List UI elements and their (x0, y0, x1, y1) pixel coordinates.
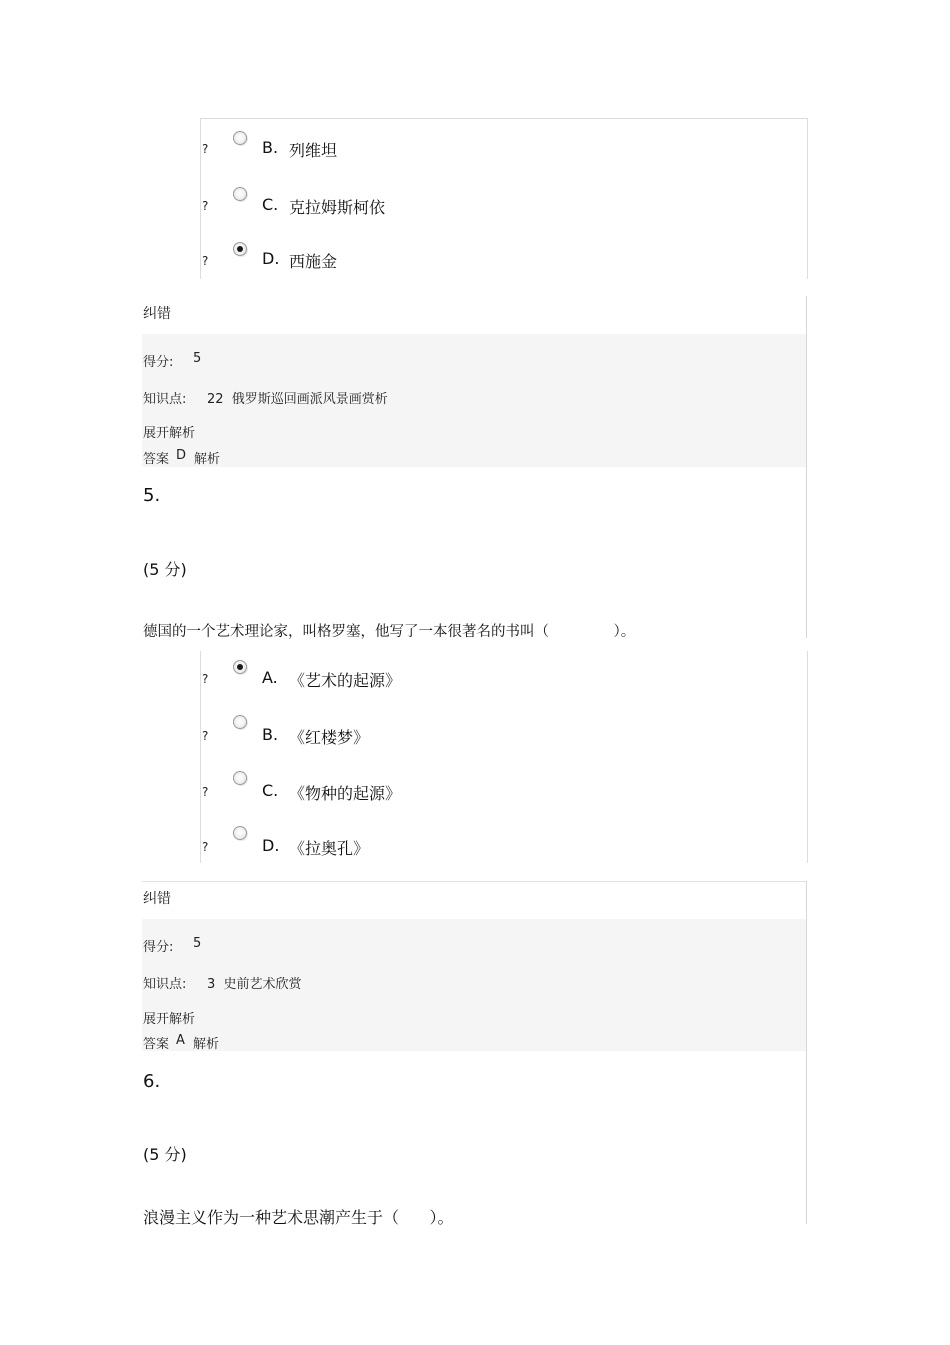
radio-button[interactable] (233, 826, 247, 840)
analysis-label: 解析 (193, 1037, 220, 1052)
option-row-d[interactable] (202, 240, 762, 276)
option-row-b[interactable] (202, 715, 762, 751)
answer-value: D (176, 448, 187, 463)
question-number: 5. (143, 485, 161, 506)
radio-button[interactable] (233, 187, 247, 201)
analysis-label: 解析 (194, 452, 221, 467)
option-row-d[interactable] (202, 826, 762, 862)
question-number: 6. (143, 1071, 161, 1092)
radio-button-selected[interactable] (233, 660, 247, 674)
correction-link[interactable]: 纠错 (143, 891, 171, 907)
option-text: 西施金 (289, 252, 338, 271)
knowledge-value: 3 史前艺术欣赏 (207, 977, 302, 992)
option-marker: ? (202, 840, 209, 854)
panel-border-right (806, 296, 807, 638)
option-row-b[interactable] (202, 128, 762, 164)
option-letter: D. (262, 249, 280, 268)
radio-selected-dot (237, 664, 243, 670)
question-stem: 德国的一个艺术理论家，叫格罗塞，他写了一本很著名的书叫（ ）。 (143, 624, 636, 640)
option-text: 克拉姆斯柯依 (289, 198, 386, 217)
option-marker: ? (202, 729, 209, 743)
option-letter: C. (262, 195, 279, 214)
answer-label: 答案 (143, 1037, 170, 1052)
option-row-a[interactable] (202, 658, 762, 694)
answer-label: 答案 (143, 452, 170, 467)
panel-border-right (806, 881, 807, 1224)
answer-value: A (176, 1033, 185, 1048)
option-letter: D. (262, 836, 280, 855)
option-letter: C. (262, 781, 279, 800)
score-value: 5 (193, 351, 202, 366)
knowledge-label: 知识点: (143, 392, 187, 407)
panel-border-top (142, 881, 806, 882)
knowledge-value: 22 俄罗斯巡回画派风景画赏析 (207, 392, 388, 407)
score-label: 得分: (143, 355, 174, 370)
expand-analysis-link[interactable]: 展开解析 (143, 426, 196, 441)
question-stem: 浪漫主义作为一种艺术思潮产生于（ ）。 (143, 1208, 454, 1227)
option-letter: B. (262, 725, 279, 744)
option-letter: B. (262, 138, 279, 157)
option-text: 《红楼梦》 (289, 728, 370, 747)
option-row-c[interactable] (202, 185, 762, 221)
option-marker: ? (202, 672, 209, 686)
option-marker: ? (202, 254, 209, 268)
correction-link[interactable]: 纠错 (143, 306, 171, 322)
radio-button[interactable] (233, 715, 247, 729)
option-text: 《艺术的起源》 (289, 671, 402, 690)
option-marker: ? (202, 142, 209, 156)
option-marker: ? (202, 199, 209, 213)
option-text: 《物种的起源》 (289, 784, 402, 803)
radio-button[interactable] (233, 771, 247, 785)
option-row-c[interactable] (202, 771, 762, 807)
option-text: 列维坦 (289, 141, 338, 160)
option-letter: A. (262, 668, 278, 687)
radio-button-selected[interactable] (233, 242, 247, 256)
score-label: 得分: (143, 940, 174, 955)
question-points: (5 分) (143, 1145, 187, 1164)
expand-analysis-link[interactable]: 展开解析 (143, 1012, 196, 1027)
question-points: (5 分) (143, 560, 187, 579)
radio-button[interactable] (233, 131, 247, 145)
score-value: 5 (193, 936, 202, 951)
option-text: 《拉奥孔》 (289, 839, 370, 858)
radio-selected-dot (237, 246, 243, 252)
option-marker: ? (202, 785, 209, 799)
knowledge-label: 知识点: (143, 977, 187, 992)
